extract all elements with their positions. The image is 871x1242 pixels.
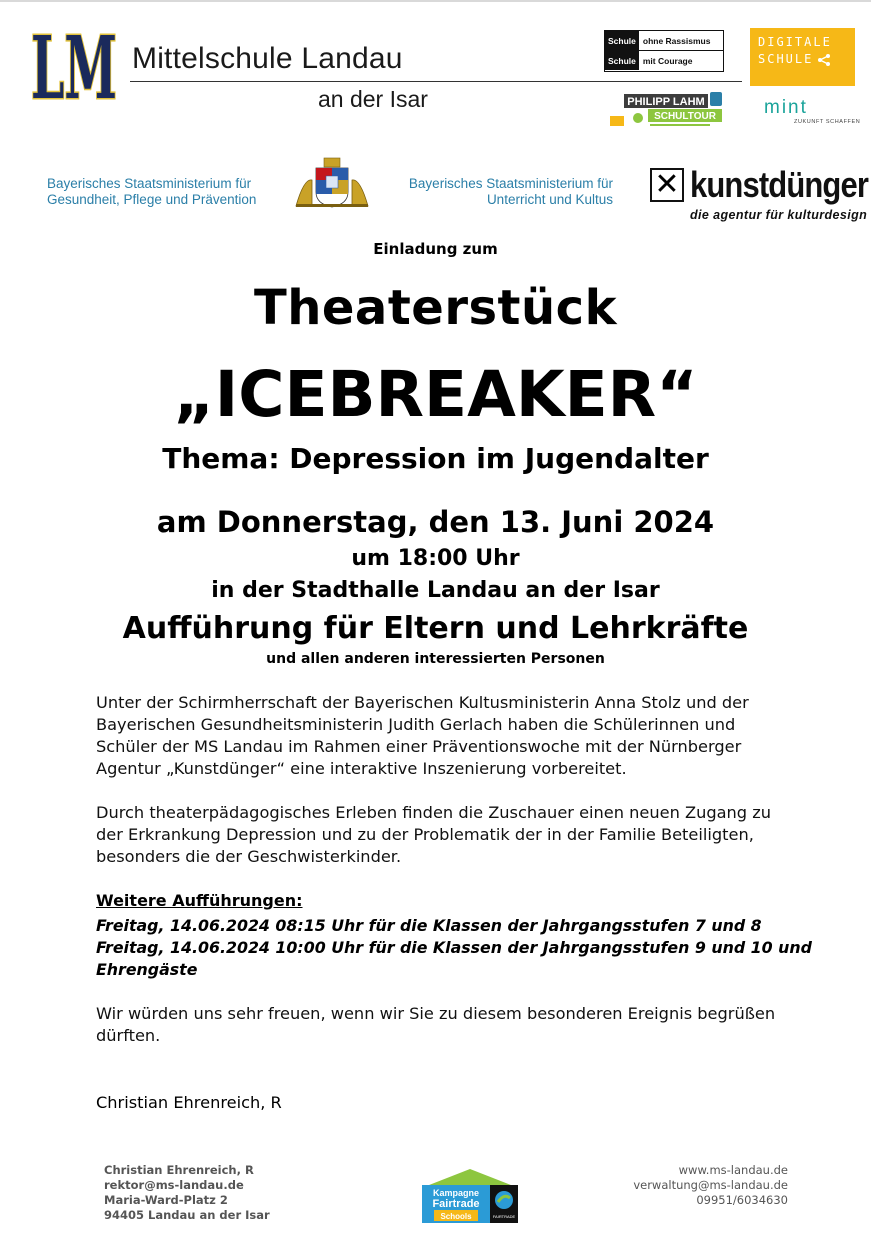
audience-heading: Aufführung für Eltern und Lehrkräfte [122,611,749,646]
schule-ohne-rassismus-badge [604,30,724,72]
website-link[interactable]: www.ms-landau.de [678,1163,788,1177]
sor-text: mit Courage [642,55,693,66]
ministry-health-line1: Bayerisches Staatsministerium für [47,176,252,191]
paragraph-closing: Wir würden uns sehr freuen, wenn wir Sie zu diesem besonderen Ereignis begrüßen dürften. [96,1004,776,1045]
close-x-icon: ✕ [650,168,684,202]
performance-item: Freitag, 14.06.2024 10:00 Uhr für die Klassen der Jahrgangsstufen 9 und 10 und Ehrengäste [96,938,812,979]
logo-letters: LM [31,18,117,119]
email-link[interactable]: verwaltung@ms-landau.de [633,1178,788,1192]
fairtrade-line3: Schools [440,1212,472,1221]
fairtrade-line2: Fairtrade [432,1198,480,1210]
footer-line: Christian Ehrenreich, R [104,1163,254,1177]
mint-word: mint [764,97,808,118]
invitation-label: Einladung zum [373,240,498,258]
performance-item: Freitag, 14.06.2024 08:15 Uhr für die Klassen der Jahrgangsstufen 7 und 8 [96,916,762,935]
digitale-line2: SCHULE [758,52,814,66]
footer-contact-left [104,1163,270,1223]
sor-label: Schule [605,51,639,70]
footer-contact-right [560,1163,788,1208]
header-divider [130,81,742,82]
top-border [0,0,871,2]
bavarian-coat-of-arms [294,158,370,208]
signature: Christian Ehrenreich, R [96,1093,282,1112]
pl-line1: PHILIPP LAHM [627,96,705,108]
fairtrade-line1: Kampagne [432,1188,480,1198]
digitale-schule-badge [750,28,855,86]
digitale-line1: DIGITALE [758,35,832,49]
footer-line: rektor@ms-landau.de [104,1178,244,1192]
more-performances-heading: Weitere Aufführungen: [96,891,303,910]
sor-label: Schule [605,31,639,50]
mint-logo [762,96,861,128]
paragraph-description: Durch theaterpädagogisches Erleben finden die Zuschauer einen neuen Zugang zu der Erkrankung Depression und zu der Problematik der in der Familie Beteiligten, besonders die der Geschwisterkinder. [96,803,771,866]
kunstduenger-wordmark: kunstdünger [690,164,869,205]
share-icon [817,53,831,67]
ministry-health-line2: Gesundheit, Pflege und Prävention [47,192,257,207]
pl-line2: SCHULTOUR [654,111,716,122]
paragraph-patronage: Unter der Schirmherrschaft der Bayerischen Kultusministerin Anna Stolz und der Bayerischen Gesundheitsministerin Judith Gerlach haben die Schülerinnen und Schüler der MS Landau im Rahmen einer Präventionswoche mit der Nürnberger Agentur „Kunstdünger“ eine interaktive Inszenierung vorbereitet. [96,693,749,778]
mint-sub: ZUKUNFT SCHAFFEN [794,119,861,125]
ministry-health [47,176,256,208]
phone-number: 09951/6034630 [696,1193,788,1207]
event-time: um 18:00 Uhr [351,546,520,571]
more-performances-list [96,915,816,981]
philipp-lahm-schultour-logo [610,92,722,134]
event-date: am Donnerstag, den 13. Juni 2024 [156,505,715,539]
school-subtitle: an der Isar [318,86,428,112]
footer-line: Maria-Ward-Platz 2 [104,1193,228,1207]
kunstduenger-tagline: die agentur für kulturdesign [690,208,868,222]
event-place: in der Stadthalle Landau an der Isar [211,578,660,603]
theme-line: Thema: Depression im Jugendalter [162,442,709,475]
school-name: Mittelschule Landau [132,42,403,75]
page-heading: Theaterstück [253,280,618,336]
school-logo [28,18,120,124]
audience-subline: und allen anderen interessierten Personen [266,651,605,667]
ministry-education-line1: Bayerisches Staatsministerium für [408,176,613,191]
fairtrade-mark: FAIRTRADE [492,1214,516,1219]
fairtrade-schools-logo [420,1165,520,1225]
sor-text: ohne Rassismus [642,35,711,46]
ministry-education-line2: Unterricht und Kultus [486,192,613,207]
play-title: „ICEBREAKER“ [173,358,698,431]
footer-line: 94405 Landau an der Isar [104,1208,270,1222]
ministry-education [390,176,613,208]
